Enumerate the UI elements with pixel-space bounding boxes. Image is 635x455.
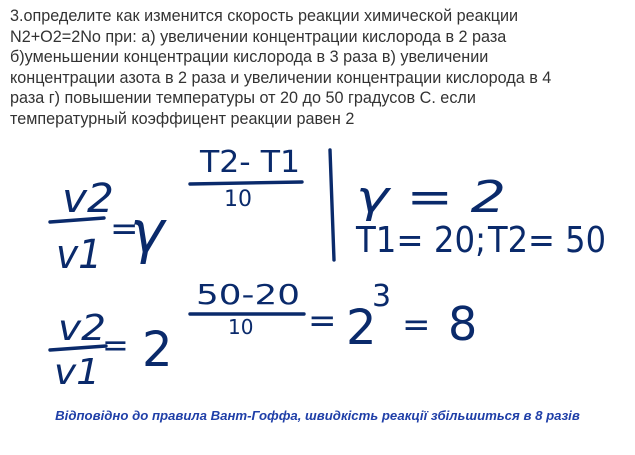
line1-exponent-denominator: 10 [224,187,252,212]
problem-text: 3.определите как изменится скорость реакции химической реакции N2+O2=2No при: а) увеличении концентрации кислорода в 2 раза б)уменьшении концентрации кислорода в 3 раза в) увеличении концентрации азота в 2 раза и увеличении концентрации кислорода в 4 раза г) повышении температуры от 20 до 50 градусов С. если температурный коэффицент реакции равен 2 [10,7,552,128]
line2-result: 8 [448,297,478,351]
line1-exponent-numerator: T2- T1 [198,145,300,180]
line2-equals3: = [402,305,431,345]
line2-ratio-numerator: v2 [58,308,106,349]
conclusion-text: Відповідно до правила Вант-Гоффа, швидкість реакції збільшиться в 8 разів [55,408,580,423]
line2-power-base: 2 [346,300,377,356]
line1-exponent-bar [190,182,302,184]
separator-line [330,150,334,260]
line2-equals2: = [308,301,337,341]
line1-gamma: γ [130,198,165,266]
line2-exponent-denominator: 10 [228,315,254,339]
line2-equals: = [102,326,129,364]
line2-power-exponent: 3 [372,279,392,314]
line1-ratio-numerator: v2 [62,176,114,222]
line2-ratio-denominator: v1 [54,352,100,393]
line1-equals: = [110,209,139,249]
given-gamma: γ = 2 [356,172,506,223]
given-t1: T1= 20; [355,220,486,261]
line2-base: 2 [142,322,173,378]
line1-ratio-denominator: v1 [56,232,102,278]
line2-exponent-numerator: 50-20 [196,278,300,311]
given-t2: T2= 50 [487,220,606,261]
